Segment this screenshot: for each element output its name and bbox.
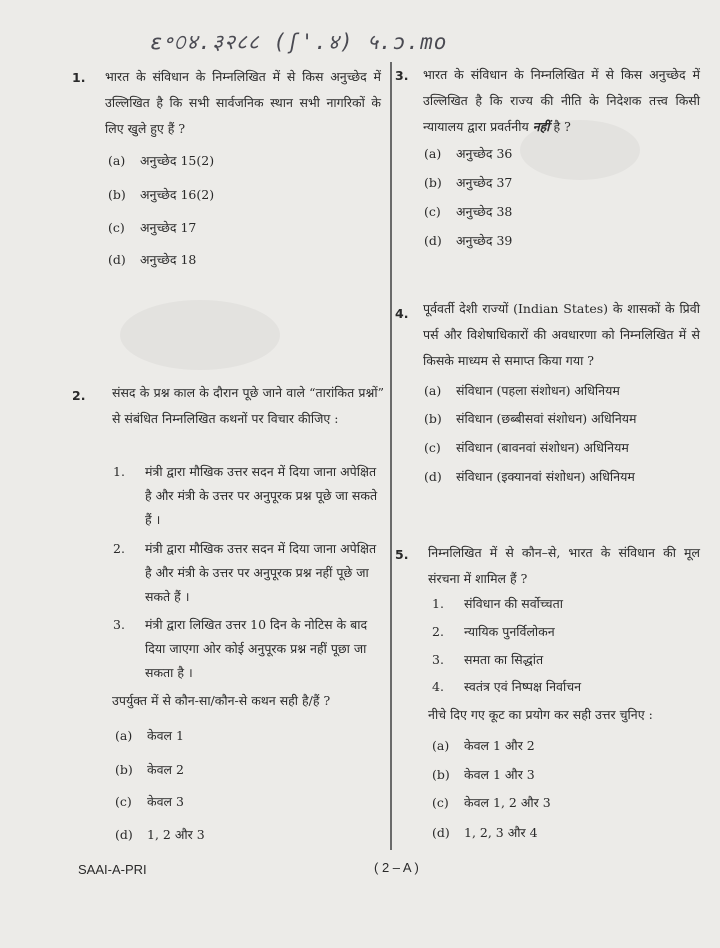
option-label: (c) — [115, 794, 132, 809]
question-1-option-d — [108, 251, 196, 268]
question-3-option-b — [424, 174, 512, 191]
option-label: (a) — [108, 153, 126, 168]
question-2-statement-3 — [113, 613, 385, 685]
option-text: संविधान (बावनवां संशोधन) अधिनियम — [456, 440, 629, 455]
question-5-option-c — [432, 794, 551, 811]
question-1-text: भारत के संविधान के निम्नलिखित में से किस अनुच्छेद में उल्लिखित है कि सभी सार्वजनिक स्थान सभी नागरिकों के लिए खुले हुए हैं ? — [105, 69, 381, 136]
option-text: संविधान (इक्यानवां संशोधन) अधिनियम — [456, 469, 635, 484]
option-label: (b) — [424, 411, 442, 426]
statement-number: 2. — [432, 624, 444, 639]
question-4-option-c — [424, 439, 629, 456]
option-label: (a) — [424, 383, 442, 398]
option-text: 1, 2 और 3 — [147, 827, 205, 842]
option-text: केवल 1 — [147, 728, 184, 743]
paper-smudge — [120, 300, 280, 370]
option-label: (a) — [424, 146, 442, 161]
option-text: केवल 1 और 3 — [464, 767, 535, 782]
question-2-statement-1 — [113, 460, 385, 532]
option-label: (c) — [424, 204, 441, 219]
question-2-text: संसद के प्रश्न काल के दौरान पूछे जाने वाले “तारांकित प्रश्नों” से संबंधित निम्नलिखित कथनों पर विचार कीजिए : — [112, 385, 384, 426]
option-label: (c) — [424, 440, 441, 455]
option-text: केवल 3 — [147, 794, 184, 809]
option-text: अनुच्छेद 15(2) — [140, 153, 215, 168]
question-5-statement-4 — [432, 675, 694, 699]
question-1-option-a — [108, 152, 214, 169]
option-text: अनुच्छेद 39 — [456, 233, 513, 248]
statement-number: 4. — [432, 679, 444, 694]
question-3-emphasis: नहीं — [532, 119, 550, 134]
question-5-option-d — [432, 824, 538, 841]
question-2-statement-2 — [113, 537, 385, 609]
question-5-prompt: नीचे दिए गए कूट का प्रयोग कर सही उत्तर चुनिए : — [428, 707, 653, 722]
question-5-statement-2 — [432, 620, 694, 644]
statement-text: मंत्री द्वारा मौखिक उत्तर सदन में दिया जाना अपेक्षित है और मंत्री के उत्तर पर अनुपूरक प्रश्न नहीं पूछे जा सकते हैं । — [145, 541, 377, 604]
option-text: अनुच्छेद 17 — [140, 220, 197, 235]
option-label: (d) — [115, 827, 133, 842]
statement-text: मंत्री द्वारा लिखित उत्तर 10 दिन के नोटिस के बाद दिया जाएगा ओर कोई अनुपूरक प्रश्न नहीं पूछा जा सकता है । — [145, 617, 368, 680]
question-2-number: 2. — [72, 388, 86, 403]
statement-number: 3. — [432, 652, 444, 667]
option-text: अनुच्छेद 36 — [456, 146, 513, 161]
statement-text: समता का सिद्धांत — [464, 652, 544, 667]
statement-text: स्वतंत्र एवं निष्पक्ष निर्वाचन — [464, 679, 582, 694]
option-label: (c) — [432, 795, 449, 810]
question-2-option-a — [115, 727, 184, 744]
option-label: (b) — [115, 762, 133, 777]
option-label: (c) — [108, 220, 125, 235]
option-text: केवल 2 — [147, 762, 184, 777]
question-5-statement-1 — [432, 592, 694, 616]
question-1-option-b — [108, 186, 214, 203]
option-label: (a) — [115, 728, 133, 743]
column-divider — [390, 62, 392, 850]
question-5-statement-3 — [432, 648, 694, 672]
question-4-option-b — [424, 410, 637, 427]
statement-number: 1. — [432, 596, 444, 611]
option-label: (b) — [108, 187, 126, 202]
question-2-option-b — [115, 761, 184, 778]
option-label: (d) — [432, 825, 450, 840]
question-2-option-d — [115, 826, 205, 843]
option-text: अनुच्छेद 18 — [140, 252, 197, 267]
option-label: (d) — [424, 469, 442, 484]
option-text: केवल 1, 2 और 3 — [464, 795, 551, 810]
question-1-number: 1. — [72, 70, 86, 85]
question-3-number: 3. — [395, 68, 409, 83]
question-3-option-c — [424, 203, 512, 220]
question-5-option-b — [432, 766, 535, 783]
option-text: अनुच्छेद 38 — [456, 204, 513, 219]
page-number: ( 2 – A ) — [374, 860, 419, 875]
option-label: (d) — [108, 252, 126, 267]
option-text: केवल 1 और 2 — [464, 738, 535, 753]
statement-text: न्यायिक पुनर्विलोकन — [464, 624, 555, 639]
option-text: अनुच्छेद 37 — [456, 175, 513, 190]
question-5-text: निम्नलिखित में से कौन–से, भारत के संविधान की मूल संरचना में शामिल हैं ? — [428, 545, 700, 586]
question-3-text-part: है ? — [549, 119, 571, 134]
question-3-option-a — [424, 145, 512, 162]
question-3-option-d — [424, 232, 512, 249]
statement-text: संविधान की सर्वोच्चता — [464, 596, 563, 611]
statement-number: 1. — [113, 464, 125, 479]
paper-code: SAAI-A-PRI — [78, 862, 147, 877]
statement-number: 2. — [113, 541, 125, 556]
question-5-option-a — [432, 737, 535, 754]
option-label: (a) — [432, 738, 450, 753]
option-text: संविधान (छब्बीसवां संशोधन) अधिनियम — [456, 411, 637, 426]
option-text: अनुच्छेद 16(2) — [140, 187, 215, 202]
statement-number: 3. — [113, 617, 125, 632]
question-2-prompt: उपर्युक्त में से कौन-सा/कौन-से कथन सही है/हैं ? — [112, 693, 331, 708]
option-text: संविधान (पहला संशोधन) अधिनियम — [456, 383, 620, 398]
question-3-text-part: भारत के संविधान के निम्नलिखित में से किस अनुच्छेद में उल्लिखित है कि राज्य की नीति के निदेशक तत्त्व किसी न्यायालय द्वारा प्रवर्तनीय — [423, 67, 700, 134]
statement-text: मंत्री द्वारा मौखिक उत्तर सदन में दिया जाना अपेक्षित है और मंत्री के उत्तर पर अनुपूरक प्रश्न पूछे जा सकते हैं । — [145, 464, 378, 527]
question-4-option-a — [424, 382, 620, 399]
option-label: (d) — [424, 233, 442, 248]
option-label: (b) — [432, 767, 450, 782]
option-label: (b) — [424, 175, 442, 190]
question-5-number: 5. — [395, 547, 409, 562]
question-2-option-c — [115, 793, 184, 810]
question-1-option-c — [108, 219, 196, 236]
option-text: 1, 2, 3 और 4 — [464, 825, 538, 840]
handwritten-note: ε॰௦४.३२८८ (ʃ'.४) ५.ɔ.mo — [150, 30, 448, 54]
question-4-text: पूर्ववर्ती देशी राज्यों (Indian States) के शासकों के प्रिवी पर्स और विशेषाधिकारों की अवधारणा को निम्नलिखित में से किसके माध्यम से समाप्त किया गया ? — [423, 301, 700, 368]
question-4-number: 4. — [395, 306, 409, 321]
question-4-option-d — [424, 468, 635, 485]
question-3-text — [423, 62, 700, 140]
